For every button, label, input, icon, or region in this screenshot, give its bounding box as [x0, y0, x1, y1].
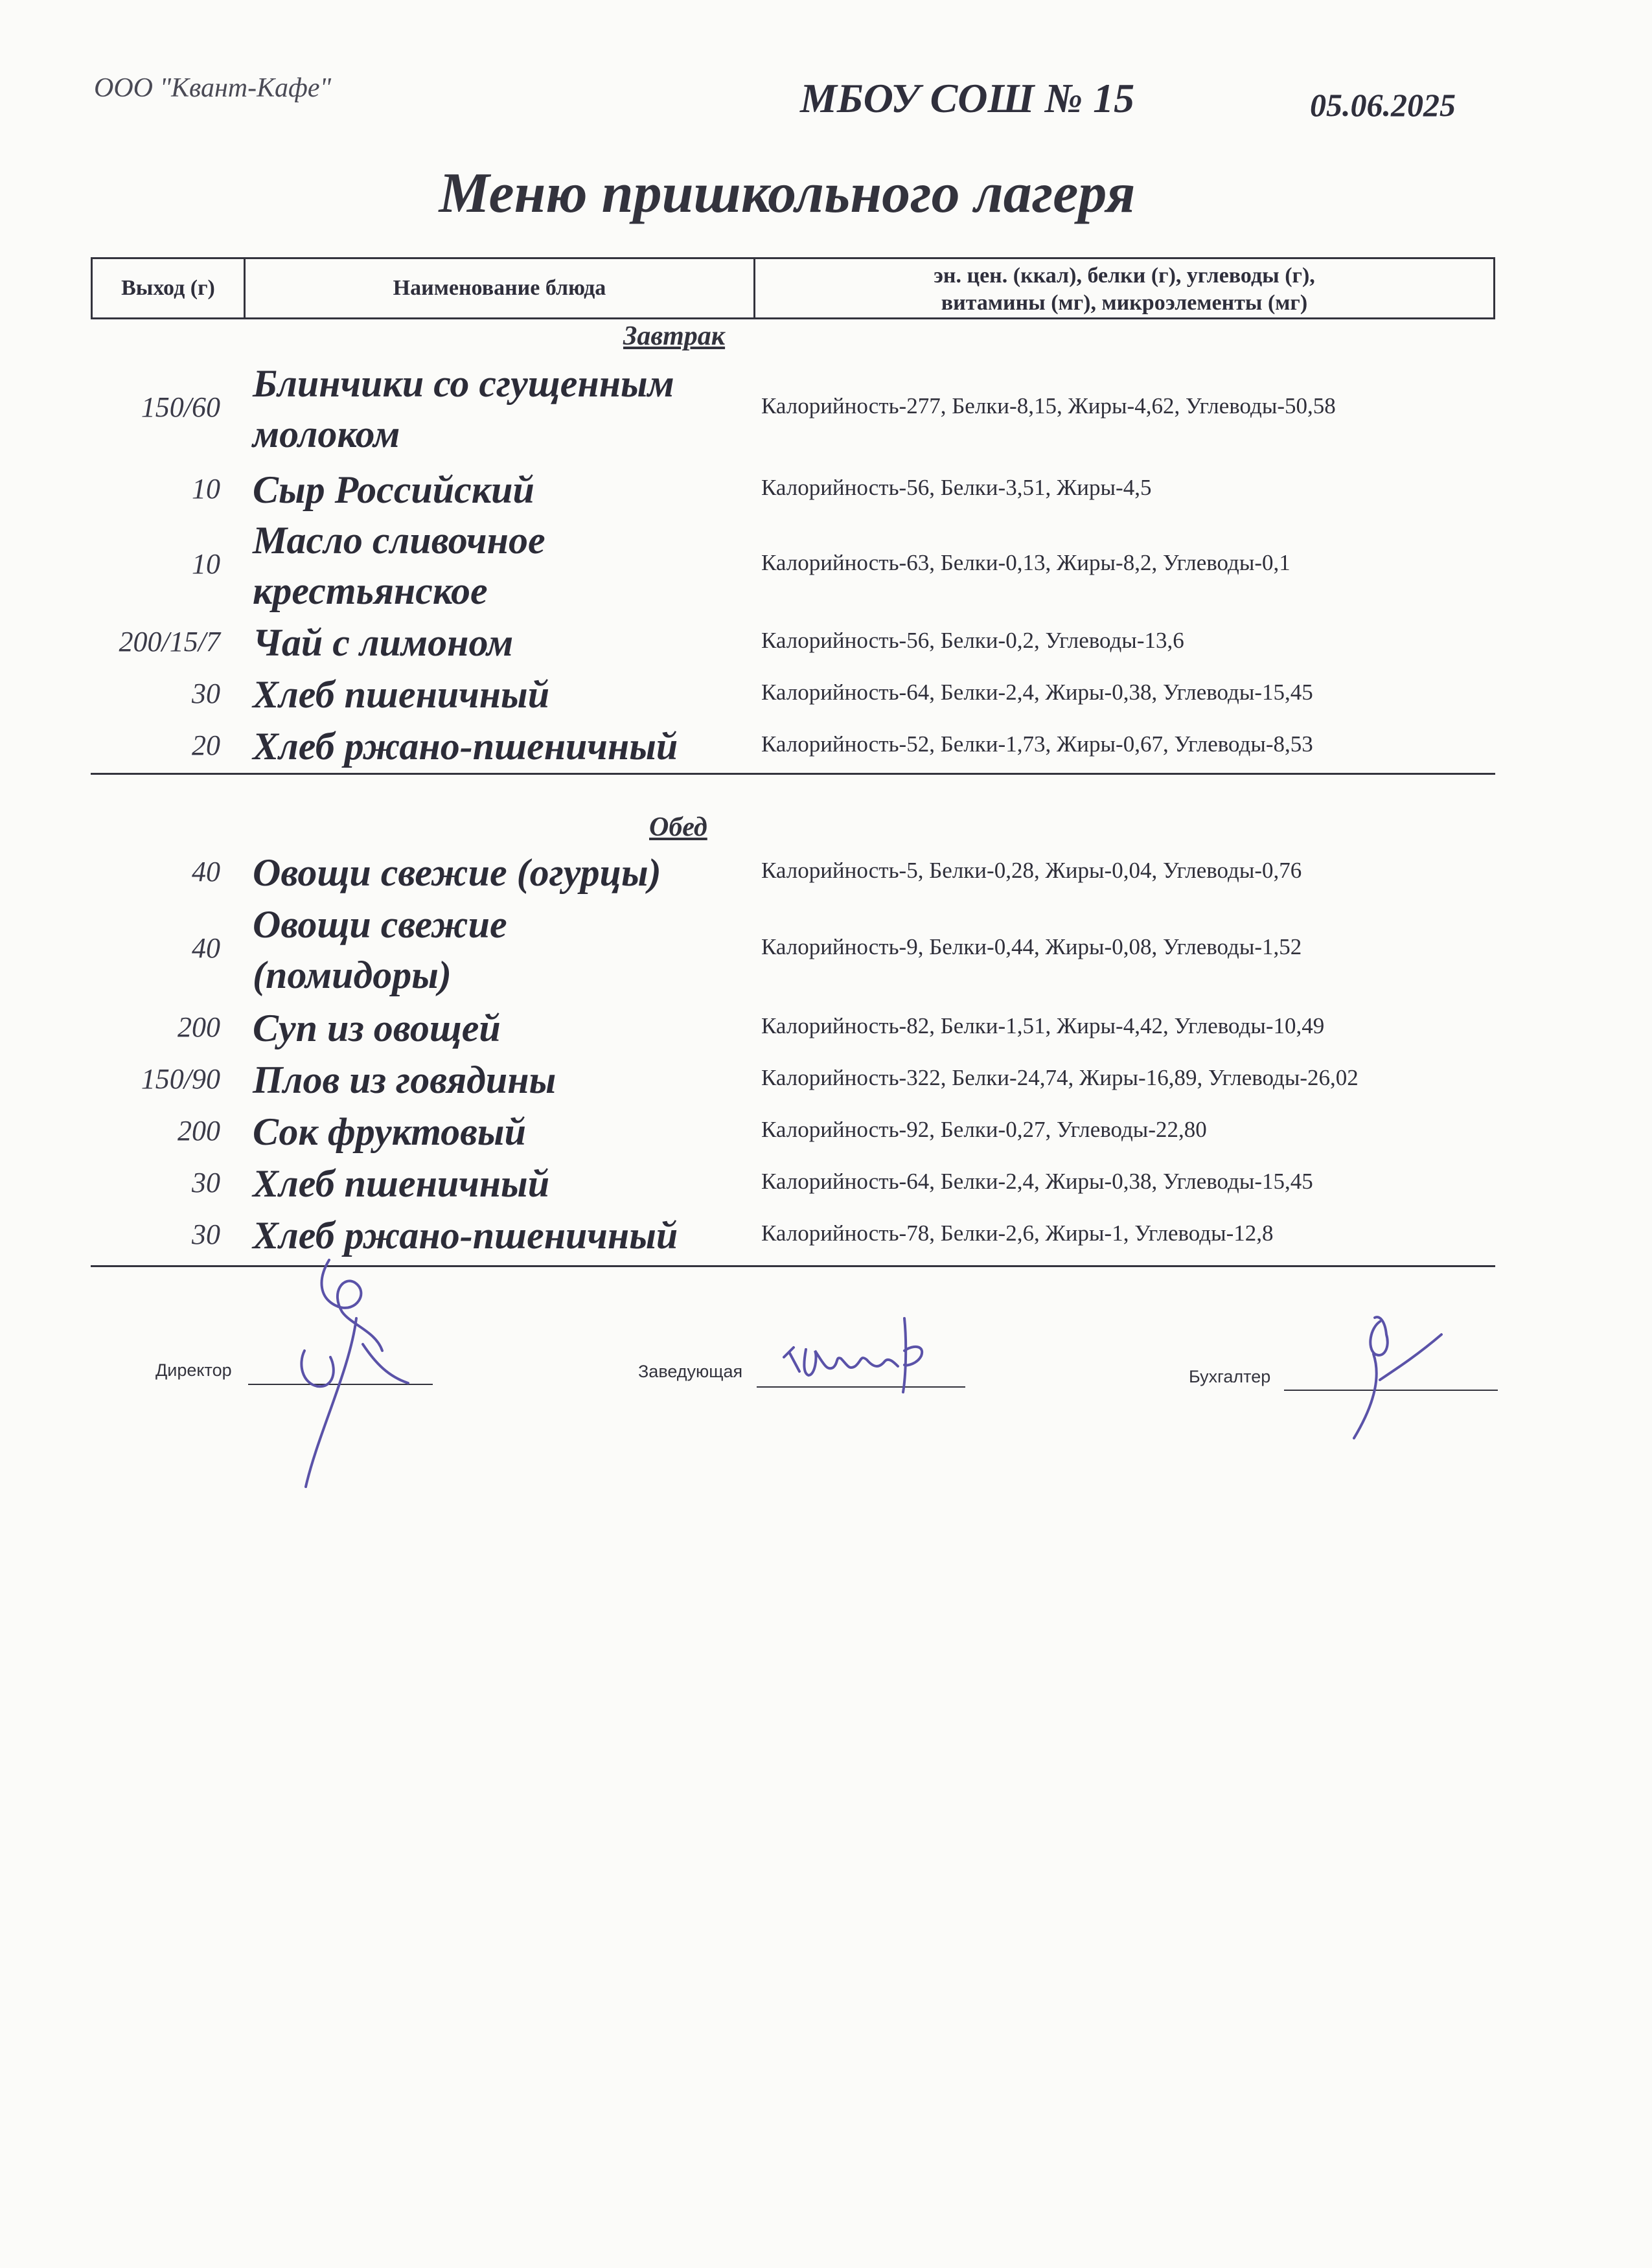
- section-divider: [91, 773, 1495, 775]
- row-dish-name: Хлеб ржано-пшеничный: [253, 725, 678, 768]
- row-output: 40: [192, 932, 220, 964]
- row-nutrition: Калорийность-9, Белки-0,44, Жиры-0,08, Углеводы-1,52: [761, 934, 1302, 959]
- row-dish-name: Овощи свежие (огурцы): [253, 851, 661, 894]
- column-header-name: Наименование блюда: [246, 259, 755, 317]
- row-nutrition: Калорийность-52, Белки-1,73, Жиры-0,67, Углеводы-8,53: [761, 731, 1313, 757]
- row-dish-name: Хлеб ржано-пшеничный: [253, 1214, 678, 1257]
- row-nutrition: Калорийность-64, Белки-2,4, Жиры-0,38, Углеводы-15,45: [761, 1169, 1313, 1194]
- row-nutrition: Калорийность-56, Белки-3,51, Жиры-4,5: [761, 475, 1152, 500]
- row-dish-name: Овощи свежие (помидоры): [253, 903, 507, 996]
- section-title-lunch: Обед: [649, 812, 707, 842]
- row-nutrition: Калорийность-56, Белки-0,2, Углеводы-13,6: [761, 628, 1184, 653]
- column-header-nutrition: [755, 259, 1493, 317]
- accountant-label: Бухгалтер: [1189, 1367, 1271, 1386]
- row-dish-name: Сыр Российский: [253, 468, 534, 511]
- page-title: Меню пришкольного лагеря: [439, 162, 1136, 225]
- school-name: МБОУ СОШ № 15: [800, 75, 1135, 121]
- row-output: 10: [192, 548, 220, 580]
- row-nutrition: Калорийность-78, Белки-2,6, Жиры-1, Углеводы-12,8: [761, 1220, 1274, 1246]
- row-output: 200: [178, 1115, 220, 1147]
- row-nutrition: Калорийность-64, Белки-2,4, Жиры-0,38, Углеводы-15,45: [761, 680, 1313, 705]
- row-nutrition: Калорийность-277, Белки-8,15, Жиры-4,62, Углеводы-50,58: [761, 393, 1336, 418]
- row-dish-name: Хлеб пшеничный: [253, 1162, 550, 1205]
- row-dish-name: Хлеб пшеничный: [253, 673, 550, 716]
- row-dish-name: Блинчики со сгущенным молоком: [253, 362, 674, 455]
- row-nutrition: Калорийность-92, Белки-0,27, Углеводы-22,80: [761, 1117, 1207, 1142]
- row-dish-name: Масло сливочное крестьянское: [253, 519, 545, 612]
- company-name: ООО "Квант-Кафе": [94, 73, 332, 103]
- row-output: 30: [192, 1167, 220, 1198]
- director-label: Директор: [155, 1360, 232, 1380]
- row-nutrition: Калорийность-63, Белки-0,13, Жиры-8,2, Углеводы-0,1: [761, 550, 1291, 575]
- manager-signature: [777, 1312, 946, 1396]
- section-title-breakfast: Завтрак: [623, 321, 726, 351]
- row-output: 200: [178, 1011, 220, 1043]
- row-nutrition: Калорийность-5, Белки-0,28, Жиры-0,04, Углеводы-0,76: [761, 858, 1302, 883]
- row-dish-name: Плов из говядины: [253, 1059, 556, 1101]
- row-output: 20: [192, 729, 220, 761]
- row-output: 200/15/7: [119, 626, 220, 658]
- row-nutrition: Калорийность-82, Белки-1,51, Жиры-4,42, Углеводы-10,49: [761, 1013, 1325, 1038]
- row-output: 40: [192, 856, 220, 888]
- nutrition-header-line-2: витамины (мг), микроэлементы (мг): [941, 291, 1308, 315]
- accountant-signature: [1335, 1309, 1451, 1445]
- row-output: 30: [192, 678, 220, 709]
- row-output: 30: [192, 1219, 220, 1250]
- row-output: 150/90: [141, 1063, 220, 1095]
- manager-label: Заведующая: [638, 1362, 743, 1381]
- row-output: 10: [192, 473, 220, 505]
- column-header-output: Выход (г): [93, 259, 246, 317]
- table-header: [91, 257, 1495, 319]
- menu-date: 05.06.2025: [1310, 87, 1456, 123]
- row-nutrition: Калорийность-322, Белки-24,74, Жиры-16,89, Углеводы-26,02: [761, 1065, 1359, 1090]
- director-signature: [279, 1254, 428, 1493]
- nutrition-header-line-1: эн. цен. (ккал), белки (г), углеводы (г),: [934, 263, 1315, 288]
- row-dish-name: Сок фруктовый: [253, 1110, 526, 1153]
- row-dish-name: Суп из овощей: [253, 1007, 501, 1049]
- row-output: 150/60: [141, 391, 220, 423]
- row-dish-name: Чай с лимоном: [253, 621, 514, 664]
